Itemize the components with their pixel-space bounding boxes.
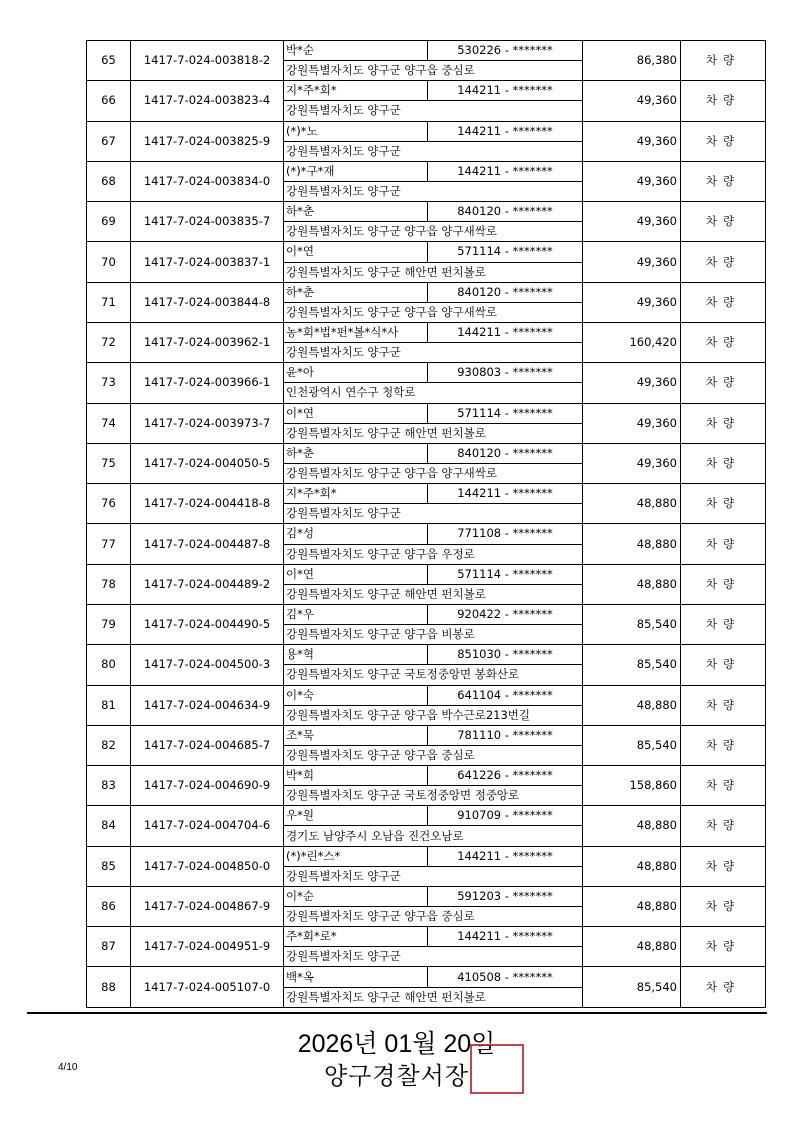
registration-number: 930803 - ******* xyxy=(428,363,583,383)
tax-type: 차량 xyxy=(681,322,766,362)
amount: 49,360 xyxy=(583,242,681,282)
address: 강원특별자치도 양구군 양구읍 양구새싹로 xyxy=(284,463,583,483)
account-number: 1417-7-024-004489-2 xyxy=(131,564,284,604)
taxpayer-name: 지*주*회* xyxy=(284,81,428,101)
registration-number: 144211 - ******* xyxy=(428,927,583,947)
amount: 85,540 xyxy=(583,967,681,1007)
registration-number: 591203 - ******* xyxy=(428,886,583,906)
row-number: 81 xyxy=(87,685,131,725)
tax-type: 차량 xyxy=(681,685,766,725)
row-number: 71 xyxy=(87,282,131,322)
address: 강원특별자치도 양구군 국토정중앙면 봉화산로 xyxy=(284,665,583,685)
row-number: 75 xyxy=(87,443,131,483)
amount: 85,540 xyxy=(583,725,681,765)
amount: 158,860 xyxy=(583,766,681,806)
account-number: 1417-7-024-004634-9 xyxy=(131,685,284,725)
taxpayer-name: 김*우 xyxy=(284,604,428,624)
table-row xyxy=(87,41,766,61)
account-number: 1417-7-024-004850-0 xyxy=(131,846,284,886)
address: 강원특별자치도 양구군 양구읍 중심로 xyxy=(284,907,583,927)
taxpayer-name: 이*숙 xyxy=(284,685,428,705)
account-number: 1417-7-024-004704-6 xyxy=(131,806,284,846)
account-number: 1417-7-024-003835-7 xyxy=(131,202,284,242)
tax-type: 차량 xyxy=(681,645,766,685)
address: 강원특별자치도 양구군 해안면 펀치볼로 xyxy=(284,584,583,604)
table-row xyxy=(87,886,766,906)
page-number: 4/10 xyxy=(58,1062,78,1073)
registration-number: 920422 - ******* xyxy=(428,604,583,624)
account-number: 1417-7-024-004500-3 xyxy=(131,645,284,685)
table-row xyxy=(87,363,766,383)
table-row xyxy=(87,685,766,705)
address: 경기도 남양주시 오남읍 진건오남로 xyxy=(284,826,583,846)
table-row xyxy=(87,403,766,423)
taxpayer-name: 박*희 xyxy=(284,766,428,786)
taxpayer-name: 하*춘 xyxy=(284,282,428,302)
address: 강원특별자치도 양구군 해안면 펀치볼로 xyxy=(284,423,583,443)
amount: 48,880 xyxy=(583,524,681,564)
address: 강원특별자치도 양구군 양구읍 우정로 xyxy=(284,544,583,564)
tax-type: 차량 xyxy=(681,886,766,926)
account-number: 1417-7-024-003837-1 xyxy=(131,242,284,282)
row-number: 68 xyxy=(87,161,131,201)
tax-type: 차량 xyxy=(681,121,766,161)
taxpayer-name: 용*혁 xyxy=(284,645,428,665)
address: 인천광역시 연수구 청학로 xyxy=(284,383,583,403)
tax-type: 차량 xyxy=(681,806,766,846)
tax-type: 차량 xyxy=(681,161,766,201)
footer-divider xyxy=(27,1012,767,1014)
tax-type: 차량 xyxy=(681,282,766,322)
tax-type: 차량 xyxy=(681,725,766,765)
tax-type: 차량 xyxy=(681,484,766,524)
amount: 48,880 xyxy=(583,564,681,604)
taxpayer-name: 이*연 xyxy=(284,242,428,262)
address: 강원특별자치도 양구군 해안면 펀치볼로 xyxy=(284,987,583,1007)
row-number: 87 xyxy=(87,927,131,967)
taxpayer-name: 이*연 xyxy=(284,403,428,423)
address: 강원특별자치도 양구군 xyxy=(284,101,583,121)
amount: 49,360 xyxy=(583,443,681,483)
taxpayer-name: 윤*아 xyxy=(284,363,428,383)
row-number: 70 xyxy=(87,242,131,282)
registration-number: 840120 - ******* xyxy=(428,443,583,463)
address: 강원특별자치도 양구군 양구읍 중심로 xyxy=(284,61,583,81)
taxpayer-name: 박*순 xyxy=(284,41,428,61)
amount: 48,880 xyxy=(583,846,681,886)
amount: 49,360 xyxy=(583,202,681,242)
address: 강원특별자치도 양구군 xyxy=(284,866,583,886)
account-number: 1417-7-024-003825-9 xyxy=(131,121,284,161)
tax-type: 차량 xyxy=(681,564,766,604)
row-number: 73 xyxy=(87,363,131,403)
issue-date: 2026년 01월 20일 xyxy=(297,1030,496,1058)
tax-type: 차량 xyxy=(681,81,766,121)
row-number: 67 xyxy=(87,121,131,161)
table-row xyxy=(87,81,766,101)
row-number: 77 xyxy=(87,524,131,564)
table-row xyxy=(87,443,766,463)
registration-number: 144211 - ******* xyxy=(428,121,583,141)
amount: 49,360 xyxy=(583,81,681,121)
taxpayer-name: 하*춘 xyxy=(284,443,428,463)
account-number: 1417-7-024-004487-8 xyxy=(131,524,284,564)
amount: 48,880 xyxy=(583,806,681,846)
taxpayer-name: 주*회*로* xyxy=(284,927,428,947)
row-number: 69 xyxy=(87,202,131,242)
row-number: 72 xyxy=(87,322,131,362)
account-number: 1417-7-024-003973-7 xyxy=(131,403,284,443)
tax-type: 차량 xyxy=(681,967,766,1007)
row-number: 74 xyxy=(87,403,131,443)
row-number: 76 xyxy=(87,484,131,524)
address: 강원특별자치도 양구군 xyxy=(284,504,583,524)
account-number: 1417-7-024-004418-8 xyxy=(131,484,284,524)
account-number: 1417-7-024-004685-7 xyxy=(131,725,284,765)
taxpayer-name: 조*묵 xyxy=(284,725,428,745)
registration-number: 641226 - ******* xyxy=(428,766,583,786)
registration-number: 910709 - ******* xyxy=(428,806,583,826)
amount: 48,880 xyxy=(583,886,681,926)
registration-number: 144211 - ******* xyxy=(428,322,583,342)
table-row xyxy=(87,967,766,987)
row-number: 66 xyxy=(87,81,131,121)
tax-type: 차량 xyxy=(681,443,766,483)
tax-type: 차량 xyxy=(681,766,766,806)
address: 강원특별자치도 양구군 양구읍 중심로 xyxy=(284,745,583,765)
row-number: 85 xyxy=(87,846,131,886)
account-number: 1417-7-024-004867-9 xyxy=(131,886,284,926)
table-row xyxy=(87,806,766,826)
table-row xyxy=(87,927,766,947)
address: 강원특별자치도 양구군 양구읍 양구새싹로 xyxy=(284,222,583,242)
table-row xyxy=(87,282,766,302)
amount: 86,380 xyxy=(583,41,681,81)
registration-number: 530226 - ******* xyxy=(428,41,583,61)
taxpayer-name: (*)*린*스* xyxy=(284,846,428,866)
tax-type: 차량 xyxy=(681,363,766,403)
account-number: 1417-7-024-003966-1 xyxy=(131,363,284,403)
official-seal-icon xyxy=(470,1044,524,1094)
row-number: 78 xyxy=(87,564,131,604)
amount: 49,360 xyxy=(583,282,681,322)
table-row xyxy=(87,725,766,745)
amount: 48,880 xyxy=(583,927,681,967)
tax-type: 차량 xyxy=(681,242,766,282)
registration-number: 144211 - ******* xyxy=(428,846,583,866)
taxpayer-name: 우*원 xyxy=(284,806,428,826)
amount: 48,880 xyxy=(583,685,681,725)
taxpayer-name: 이*연 xyxy=(284,564,428,584)
row-number: 82 xyxy=(87,725,131,765)
registration-number: 144211 - ******* xyxy=(428,81,583,101)
registration-number: 641104 - ******* xyxy=(428,685,583,705)
amount: 49,360 xyxy=(583,363,681,403)
tax-type: 차량 xyxy=(681,604,766,644)
registration-number: 840120 - ******* xyxy=(428,282,583,302)
tax-type: 차량 xyxy=(681,524,766,564)
table-row xyxy=(87,121,766,141)
tax-type: 차량 xyxy=(681,403,766,443)
account-number: 1417-7-024-004951-9 xyxy=(131,927,284,967)
account-number: 1417-7-024-003962-1 xyxy=(131,322,284,362)
table-row xyxy=(87,242,766,262)
taxpayer-name: 이*순 xyxy=(284,886,428,906)
taxpayer-name: 지*주*회* xyxy=(284,484,428,504)
taxpayer-name: (*)*구*재 xyxy=(284,161,428,181)
registration-number: 781110 - ******* xyxy=(428,725,583,745)
tax-type: 차량 xyxy=(681,202,766,242)
address: 강원특별자치도 양구군 xyxy=(284,947,583,967)
account-number: 1417-7-024-004490-5 xyxy=(131,604,284,644)
table-row xyxy=(87,564,766,584)
tax-type: 차량 xyxy=(681,41,766,81)
address: 강원특별자치도 양구군 양구읍 양구새싹로 xyxy=(284,302,583,322)
account-number: 1417-7-024-004690-9 xyxy=(131,766,284,806)
table-row xyxy=(87,846,766,866)
row-number: 84 xyxy=(87,806,131,846)
table-row xyxy=(87,766,766,786)
address: 강원특별자치도 양구군 양구읍 비봉로 xyxy=(284,625,583,645)
tax-type: 차량 xyxy=(681,846,766,886)
amount: 48,880 xyxy=(583,484,681,524)
registration-number: 410508 - ******* xyxy=(428,967,583,987)
registration-number: 571114 - ******* xyxy=(428,403,583,423)
taxpayer-name: (*)*노 xyxy=(284,121,428,141)
taxpayer-name: 백*옥 xyxy=(284,967,428,987)
address: 강원특별자치도 양구군 양구읍 박수근로213번길 xyxy=(284,705,583,725)
account-number: 1417-7-024-003834-0 xyxy=(131,161,284,201)
row-number: 88 xyxy=(87,967,131,1007)
table-row xyxy=(87,161,766,181)
row-number: 83 xyxy=(87,766,131,806)
tax-type: 차량 xyxy=(681,927,766,967)
registration-number: 144211 - ******* xyxy=(428,161,583,181)
address: 강원특별자치도 양구군 국토정중앙면 정중앙로 xyxy=(284,786,583,806)
row-number: 79 xyxy=(87,604,131,644)
registration-number: 144211 - ******* xyxy=(428,484,583,504)
table-row xyxy=(87,645,766,665)
account-number: 1417-7-024-003823-4 xyxy=(131,81,284,121)
account-number: 1417-7-024-005107-0 xyxy=(131,967,284,1007)
row-number: 80 xyxy=(87,645,131,685)
address: 강원특별자치도 양구군 xyxy=(284,343,583,363)
amount: 160,420 xyxy=(583,322,681,362)
amount: 49,360 xyxy=(583,161,681,201)
address: 강원특별자치도 양구군 해안면 펀치볼로 xyxy=(284,262,583,282)
registration-number: 840120 - ******* xyxy=(428,202,583,222)
taxpayer-name: 김*성 xyxy=(284,524,428,544)
taxpayer-table xyxy=(86,40,766,1008)
row-number: 65 xyxy=(87,41,131,81)
amount: 85,540 xyxy=(583,604,681,644)
table-row xyxy=(87,484,766,504)
issuing-office: 양구경찰서장 xyxy=(323,1062,470,1090)
taxpayer-name: 하*춘 xyxy=(284,202,428,222)
registration-number: 571114 - ******* xyxy=(428,564,583,584)
amount: 49,360 xyxy=(583,403,681,443)
table-row xyxy=(87,604,766,624)
amount: 85,540 xyxy=(583,645,681,685)
table-row xyxy=(87,322,766,342)
taxpayer-name: 농*회*법*펀*볼*식*사 xyxy=(284,322,428,342)
registration-number: 771108 - ******* xyxy=(428,524,583,544)
account-number: 1417-7-024-003844-8 xyxy=(131,282,284,322)
amount: 49,360 xyxy=(583,121,681,161)
table-row xyxy=(87,524,766,544)
address: 강원특별자치도 양구군 xyxy=(284,181,583,201)
account-number: 1417-7-024-003818-2 xyxy=(131,41,284,81)
registration-number: 851030 - ******* xyxy=(428,645,583,665)
account-number: 1417-7-024-004050-5 xyxy=(131,443,284,483)
row-number: 86 xyxy=(87,886,131,926)
registration-number: 571114 - ******* xyxy=(428,242,583,262)
table-row xyxy=(87,202,766,222)
address: 강원특별자치도 양구군 xyxy=(284,141,583,161)
